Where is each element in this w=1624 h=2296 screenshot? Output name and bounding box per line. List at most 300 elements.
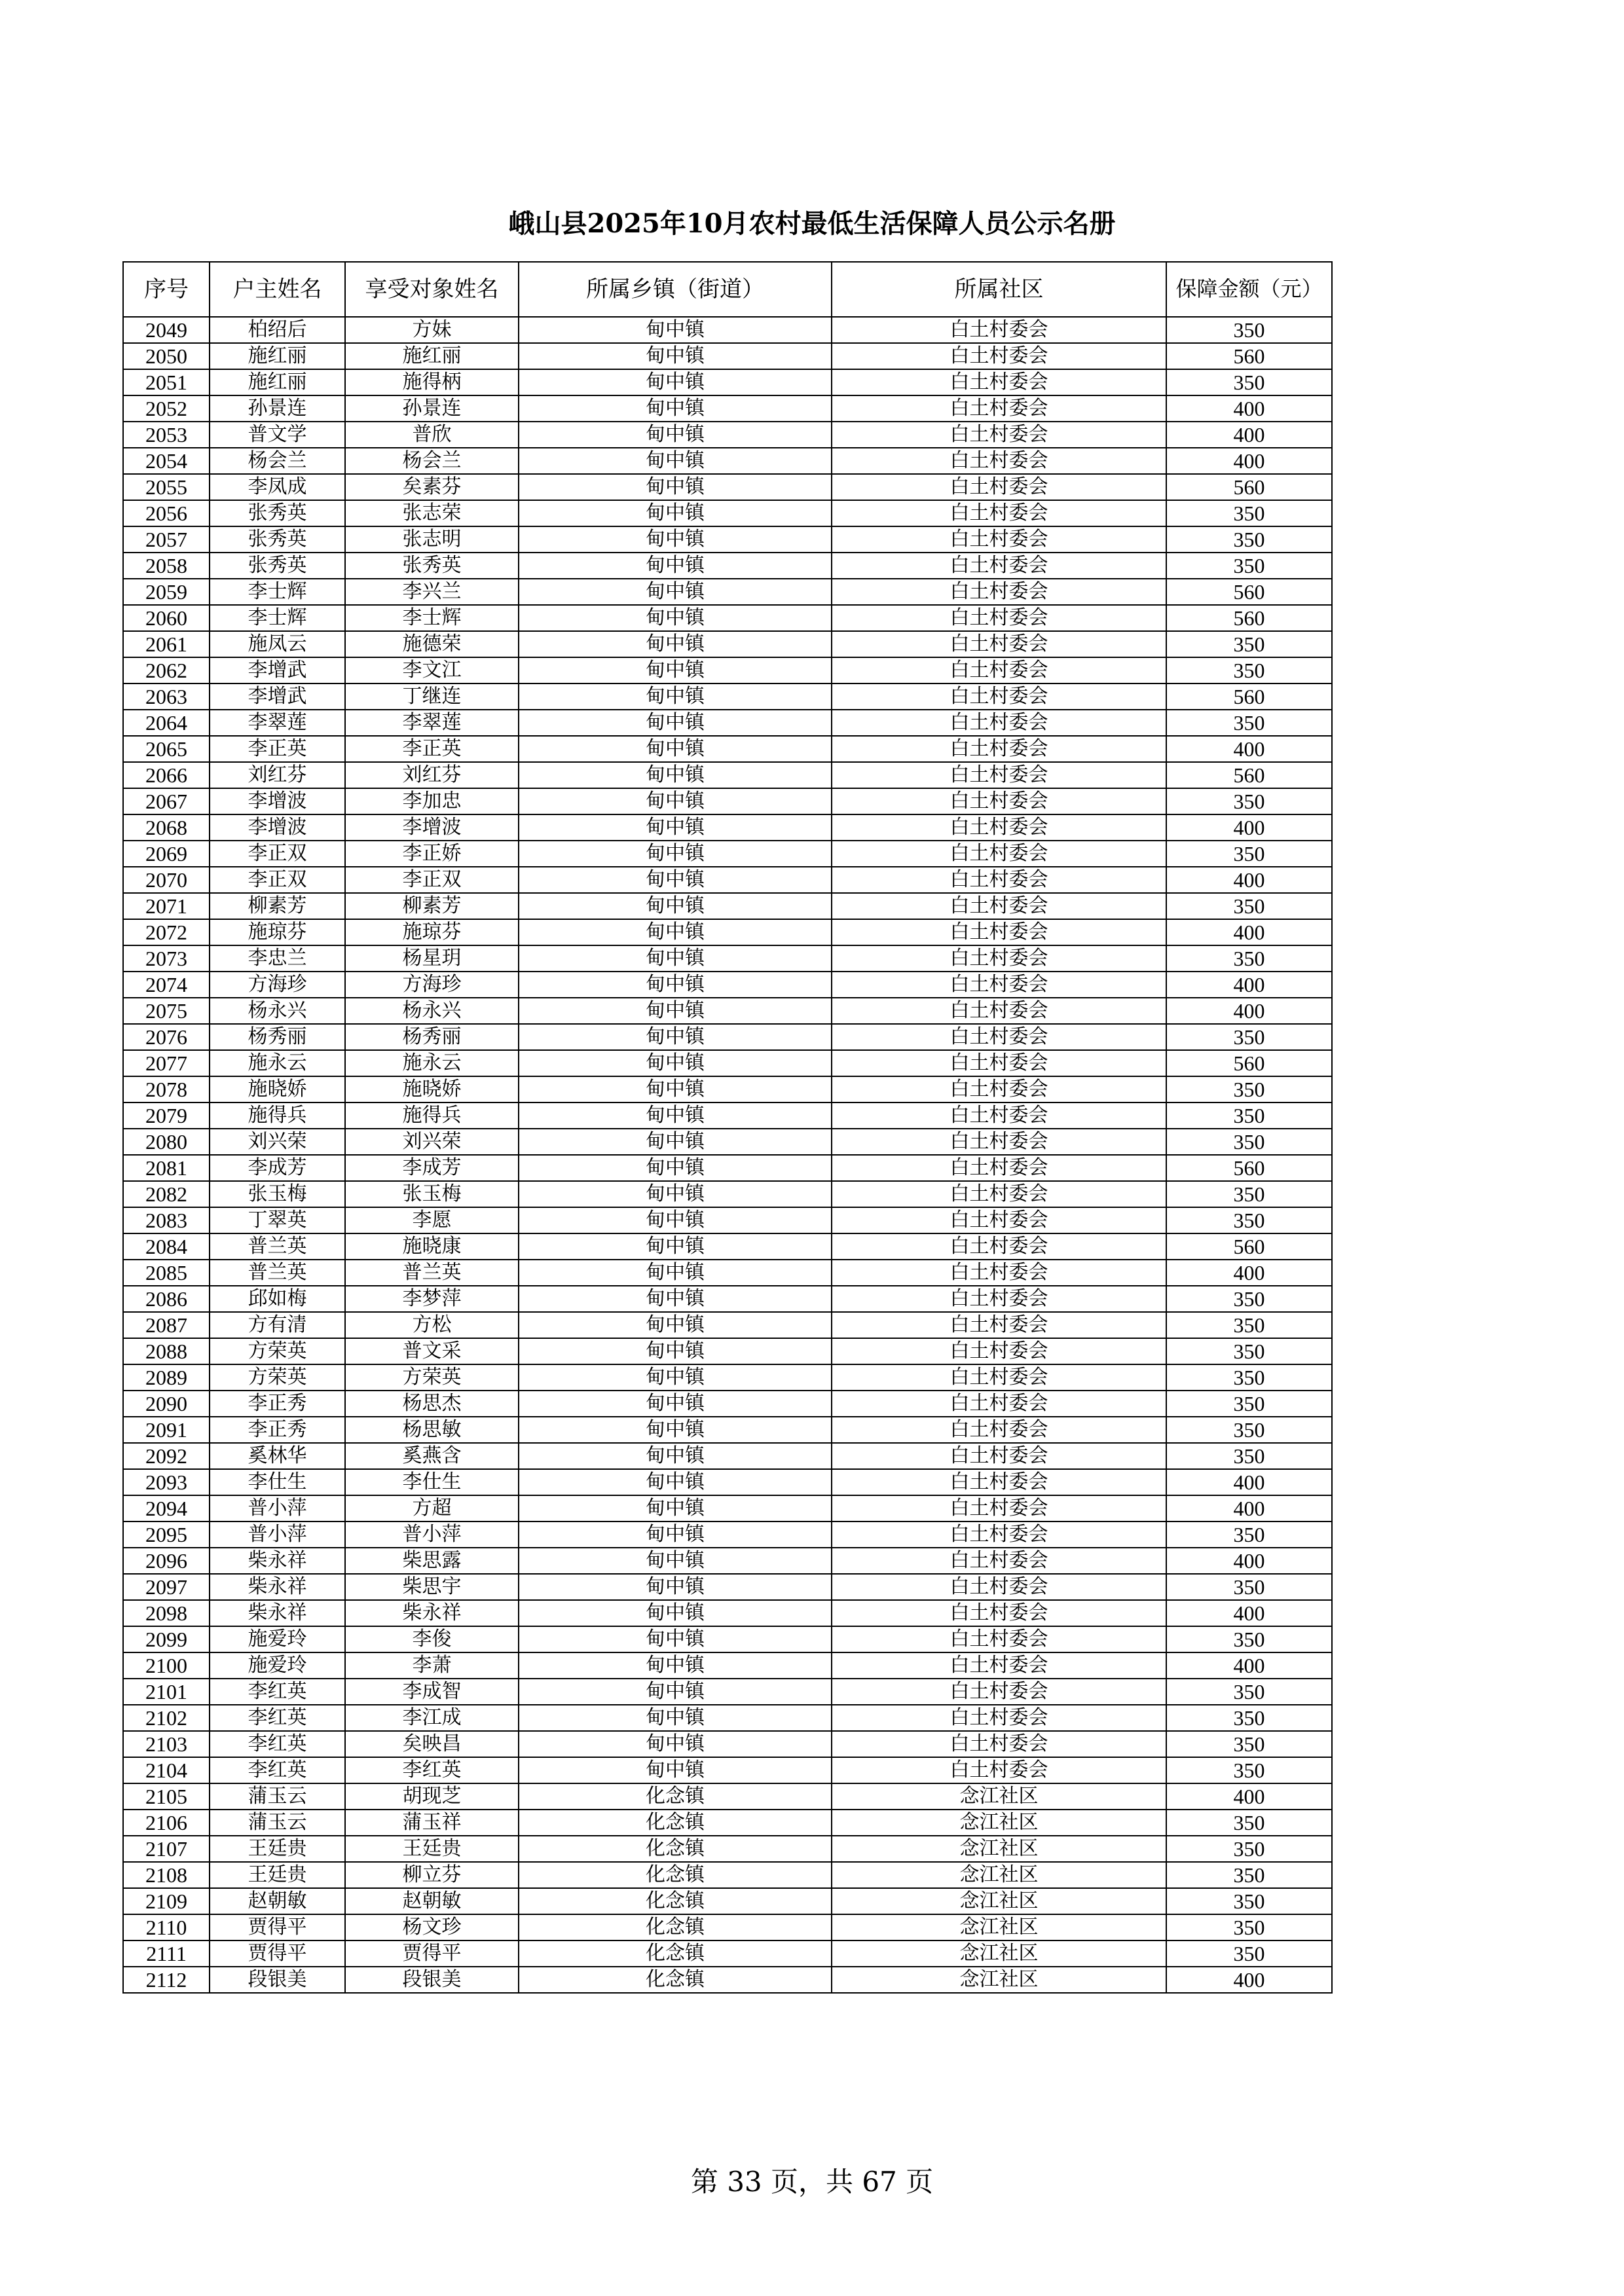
community-cell: 白土村委会: [832, 474, 1166, 500]
community-cell: 白土村委会: [832, 1286, 1166, 1312]
beneficiary-cell: 柴思宇: [345, 1574, 519, 1600]
amount-cell: 400: [1166, 1652, 1332, 1679]
table-row: [123, 1364, 1332, 1391]
beneficiary-roster-table: [122, 261, 1333, 1994]
beneficiary-cell: 胡现芝: [345, 1783, 519, 1810]
serial-cell: 2078: [123, 1076, 210, 1102]
beneficiary-cell: 李翠莲: [345, 710, 519, 736]
household-head-cell: 柳素芳: [210, 893, 345, 919]
township-cell: 甸中镇: [519, 1757, 832, 1783]
community-cell: 白土村委会: [832, 1495, 1166, 1522]
township-cell: 甸中镇: [519, 1495, 832, 1522]
beneficiary-cell: 李士辉: [345, 605, 519, 631]
household-head-cell: 丁翠英: [210, 1207, 345, 1233]
township-cell: 甸中镇: [519, 1129, 832, 1155]
serial-cell: 2056: [123, 500, 210, 526]
table-row: [123, 1914, 1332, 1941]
beneficiary-cell: 刘兴荣: [345, 1129, 519, 1155]
community-cell: 白土村委会: [832, 1443, 1166, 1469]
serial-cell: 2095: [123, 1522, 210, 1548]
table-row: [123, 526, 1332, 553]
table-row: [123, 1783, 1332, 1810]
community-cell: 念江社区: [832, 1836, 1166, 1862]
beneficiary-cell: 奚燕含: [345, 1443, 519, 1469]
household-head-cell: 杨秀丽: [210, 1024, 345, 1050]
table-row: [123, 1731, 1332, 1757]
table-row: [123, 919, 1332, 945]
amount-cell: 400: [1166, 919, 1332, 945]
amount-cell: 350: [1166, 526, 1332, 553]
amount-cell: 350: [1166, 1024, 1332, 1050]
serial-cell: 2076: [123, 1024, 210, 1050]
amount-cell: 400: [1166, 422, 1332, 448]
header-serial: 序号: [123, 262, 210, 317]
beneficiary-cell: 李成智: [345, 1679, 519, 1705]
amount-cell: 400: [1166, 736, 1332, 762]
community-cell: 白土村委会: [832, 1338, 1166, 1364]
amount-cell: 560: [1166, 1155, 1332, 1181]
table-row: [123, 1469, 1332, 1495]
township-cell: 甸中镇: [519, 1102, 832, 1129]
household-head-cell: 方荣英: [210, 1364, 345, 1391]
header-amount: 保障金额（元）: [1166, 262, 1332, 317]
community-cell: 白土村委会: [832, 553, 1166, 579]
serial-cell: 2112: [123, 1967, 210, 1993]
amount-cell: 350: [1166, 1391, 1332, 1417]
beneficiary-cell: 施永云: [345, 1050, 519, 1076]
serial-cell: 2104: [123, 1757, 210, 1783]
township-cell: 甸中镇: [519, 1181, 832, 1207]
table-row: [123, 1810, 1332, 1836]
household-head-cell: 贾得平: [210, 1941, 345, 1967]
household-head-cell: 柴永祥: [210, 1574, 345, 1600]
serial-cell: 2088: [123, 1338, 210, 1364]
table-row: [123, 867, 1332, 893]
serial-cell: 2099: [123, 1626, 210, 1652]
table-row: [123, 762, 1332, 788]
beneficiary-cell: 方松: [345, 1312, 519, 1338]
beneficiary-cell: 杨永兴: [345, 998, 519, 1024]
household-head-cell: 奚林华: [210, 1443, 345, 1469]
community-cell: 念江社区: [832, 1914, 1166, 1941]
beneficiary-cell: 赵朝敏: [345, 1888, 519, 1914]
serial-cell: 2097: [123, 1574, 210, 1600]
table-row: [123, 1941, 1332, 1967]
community-cell: 念江社区: [832, 1810, 1166, 1836]
amount-cell: 350: [1166, 1522, 1332, 1548]
serial-cell: 2100: [123, 1652, 210, 1679]
community-cell: 白土村委会: [832, 1600, 1166, 1626]
serial-cell: 2064: [123, 710, 210, 736]
township-cell: 甸中镇: [519, 1469, 832, 1495]
serial-cell: 2091: [123, 1417, 210, 1443]
serial-cell: 2055: [123, 474, 210, 500]
household-head-cell: 李成芳: [210, 1155, 345, 1181]
table-row: [123, 1338, 1332, 1364]
table-row: [123, 1679, 1332, 1705]
serial-cell: 2061: [123, 631, 210, 657]
township-cell: 甸中镇: [519, 1024, 832, 1050]
beneficiary-cell: 方荣英: [345, 1364, 519, 1391]
serial-cell: 2053: [123, 422, 210, 448]
household-head-cell: 施晓娇: [210, 1076, 345, 1102]
household-head-cell: 李忠兰: [210, 945, 345, 972]
serial-cell: 2052: [123, 395, 210, 422]
community-cell: 白土村委会: [832, 998, 1166, 1024]
beneficiary-cell: 段银美: [345, 1967, 519, 1993]
table-row: [123, 1626, 1332, 1652]
household-head-cell: 李正双: [210, 867, 345, 893]
township-cell: 甸中镇: [519, 1391, 832, 1417]
township-cell: 甸中镇: [519, 1626, 832, 1652]
serial-cell: 2072: [123, 919, 210, 945]
serial-cell: 2107: [123, 1836, 210, 1862]
serial-cell: 2085: [123, 1260, 210, 1286]
serial-cell: 2079: [123, 1102, 210, 1129]
household-head-cell: 孙景连: [210, 395, 345, 422]
beneficiary-cell: 施德荣: [345, 631, 519, 657]
household-head-cell: 王廷贵: [210, 1836, 345, 1862]
amount-cell: 350: [1166, 1705, 1332, 1731]
table-row: [123, 1181, 1332, 1207]
beneficiary-cell: 普文采: [345, 1338, 519, 1364]
household-head-cell: 李正秀: [210, 1417, 345, 1443]
township-cell: 甸中镇: [519, 1076, 832, 1102]
household-head-cell: 施琼芬: [210, 919, 345, 945]
table-row: [123, 1548, 1332, 1574]
amount-cell: 350: [1166, 1102, 1332, 1129]
community-cell: 白土村委会: [832, 683, 1166, 710]
beneficiary-cell: 施红丽: [345, 343, 519, 369]
serial-cell: 2060: [123, 605, 210, 631]
table-row: [123, 1862, 1332, 1888]
community-cell: 白土村委会: [832, 1181, 1166, 1207]
table-row: [123, 1574, 1332, 1600]
community-cell: 白土村委会: [832, 500, 1166, 526]
amount-cell: 350: [1166, 1312, 1332, 1338]
township-cell: 甸中镇: [519, 1050, 832, 1076]
household-head-cell: 施爱玲: [210, 1626, 345, 1652]
community-cell: 白土村委会: [832, 317, 1166, 343]
table-row: [123, 1312, 1332, 1338]
amount-cell: 350: [1166, 1417, 1332, 1443]
township-cell: 甸中镇: [519, 893, 832, 919]
amount-cell: 350: [1166, 1207, 1332, 1233]
household-head-cell: 李凤成: [210, 474, 345, 500]
beneficiary-cell: 刘红芬: [345, 762, 519, 788]
household-head-cell: 杨永兴: [210, 998, 345, 1024]
amount-cell: 400: [1166, 1783, 1332, 1810]
beneficiary-cell: 杨思敏: [345, 1417, 519, 1443]
community-cell: 白土村委会: [832, 1574, 1166, 1600]
amount-cell: 350: [1166, 1914, 1332, 1941]
township-cell: 甸中镇: [519, 1574, 832, 1600]
township-cell: 甸中镇: [519, 919, 832, 945]
household-head-cell: 方荣英: [210, 1338, 345, 1364]
township-cell: 化念镇: [519, 1810, 832, 1836]
household-head-cell: 李士辉: [210, 605, 345, 631]
beneficiary-cell: 施晓娇: [345, 1076, 519, 1102]
table-body: [123, 317, 1332, 1993]
community-cell: 白土村委会: [832, 1076, 1166, 1102]
header-beneficiary: 享受对象姓名: [345, 262, 519, 317]
community-cell: 白土村委会: [832, 1469, 1166, 1495]
serial-cell: 2111: [123, 1941, 210, 1967]
community-cell: 白土村委会: [832, 526, 1166, 553]
township-cell: 甸中镇: [519, 474, 832, 500]
table-row: [123, 657, 1332, 683]
household-head-cell: 刘兴荣: [210, 1129, 345, 1155]
community-cell: 白土村委会: [832, 579, 1166, 605]
amount-cell: 350: [1166, 1286, 1332, 1312]
beneficiary-cell: 李愿: [345, 1207, 519, 1233]
serial-cell: 2068: [123, 814, 210, 841]
household-head-cell: 普小萍: [210, 1495, 345, 1522]
serial-cell: 2074: [123, 972, 210, 998]
beneficiary-cell: 李增波: [345, 814, 519, 841]
amount-cell: 560: [1166, 579, 1332, 605]
beneficiary-cell: 李红英: [345, 1757, 519, 1783]
serial-cell: 2096: [123, 1548, 210, 1574]
serial-cell: 2089: [123, 1364, 210, 1391]
household-head-cell: 张秀英: [210, 553, 345, 579]
township-cell: 甸中镇: [519, 1679, 832, 1705]
community-cell: 白土村委会: [832, 1364, 1166, 1391]
township-cell: 甸中镇: [519, 1705, 832, 1731]
amount-cell: 400: [1166, 395, 1332, 422]
amount-cell: 350: [1166, 1836, 1332, 1862]
serial-cell: 2077: [123, 1050, 210, 1076]
household-head-cell: 施爱玲: [210, 1652, 345, 1679]
beneficiary-cell: 方妹: [345, 317, 519, 343]
beneficiary-cell: 矣素芬: [345, 474, 519, 500]
community-cell: 白土村委会: [832, 422, 1166, 448]
beneficiary-cell: 李江成: [345, 1705, 519, 1731]
table-row: [123, 1836, 1332, 1862]
township-cell: 甸中镇: [519, 1548, 832, 1574]
household-head-cell: 蒲玉云: [210, 1783, 345, 1810]
beneficiary-cell: 李正双: [345, 867, 519, 893]
community-cell: 白土村委会: [832, 919, 1166, 945]
serial-cell: 2050: [123, 343, 210, 369]
amount-cell: 350: [1166, 1443, 1332, 1469]
table-row: [123, 605, 1332, 631]
table-row: [123, 1233, 1332, 1260]
beneficiary-cell: 矣映昌: [345, 1731, 519, 1757]
serial-cell: 2051: [123, 369, 210, 395]
amount-cell: 400: [1166, 1967, 1332, 1993]
community-cell: 念江社区: [832, 1941, 1166, 1967]
table-row: [123, 1391, 1332, 1417]
serial-cell: 2067: [123, 788, 210, 814]
amount-cell: 400: [1166, 448, 1332, 474]
community-cell: 白土村委会: [832, 814, 1166, 841]
table-row: [123, 1286, 1332, 1312]
township-cell: 甸中镇: [519, 1443, 832, 1469]
beneficiary-cell: 李加忠: [345, 788, 519, 814]
serial-cell: 2087: [123, 1312, 210, 1338]
amount-cell: 350: [1166, 657, 1332, 683]
household-head-cell: 李正双: [210, 841, 345, 867]
township-cell: 化念镇: [519, 1941, 832, 1967]
township-cell: 甸中镇: [519, 1417, 832, 1443]
amount-cell: 350: [1166, 1574, 1332, 1600]
community-cell: 白土村委会: [832, 1233, 1166, 1260]
serial-cell: 2098: [123, 1600, 210, 1626]
community-cell: 白土村委会: [832, 710, 1166, 736]
beneficiary-cell: 普小萍: [345, 1522, 519, 1548]
amount-cell: 350: [1166, 500, 1332, 526]
community-cell: 白土村委会: [832, 395, 1166, 422]
community-cell: 念江社区: [832, 1967, 1166, 1993]
amount-cell: 560: [1166, 343, 1332, 369]
amount-cell: 350: [1166, 1181, 1332, 1207]
table-row: [123, 631, 1332, 657]
serial-cell: 2102: [123, 1705, 210, 1731]
community-cell: 念江社区: [832, 1862, 1166, 1888]
household-head-cell: 李红英: [210, 1731, 345, 1757]
community-cell: 白土村委会: [832, 1102, 1166, 1129]
beneficiary-cell: 孙景连: [345, 395, 519, 422]
amount-cell: 350: [1166, 553, 1332, 579]
serial-cell: 2105: [123, 1783, 210, 1810]
table-row: [123, 972, 1332, 998]
table-row: [123, 1207, 1332, 1233]
household-head-cell: 李士辉: [210, 579, 345, 605]
township-cell: 甸中镇: [519, 369, 832, 395]
household-head-cell: 段银美: [210, 1967, 345, 1993]
community-cell: 白土村委会: [832, 736, 1166, 762]
serial-cell: 2084: [123, 1233, 210, 1260]
household-head-cell: 刘红芬: [210, 762, 345, 788]
household-head-cell: 柴永祥: [210, 1548, 345, 1574]
township-cell: 甸中镇: [519, 343, 832, 369]
serial-cell: 2093: [123, 1469, 210, 1495]
amount-cell: 400: [1166, 972, 1332, 998]
amount-cell: 400: [1166, 1469, 1332, 1495]
township-cell: 甸中镇: [519, 1233, 832, 1260]
community-cell: 白土村委会: [832, 1731, 1166, 1757]
community-cell: 白土村委会: [832, 1522, 1166, 1548]
serial-cell: 2070: [123, 867, 210, 893]
township-cell: 化念镇: [519, 1836, 832, 1862]
community-cell: 白土村委会: [832, 1679, 1166, 1705]
table-row: [123, 1705, 1332, 1731]
township-cell: 甸中镇: [519, 1286, 832, 1312]
household-head-cell: 邱如梅: [210, 1286, 345, 1312]
amount-cell: 560: [1166, 1050, 1332, 1076]
serial-cell: 2109: [123, 1888, 210, 1914]
community-cell: 白土村委会: [832, 1705, 1166, 1731]
table-row: [123, 710, 1332, 736]
township-cell: 甸中镇: [519, 1338, 832, 1364]
serial-cell: 2103: [123, 1731, 210, 1757]
beneficiary-cell: 李正娇: [345, 841, 519, 867]
township-cell: 甸中镇: [519, 710, 832, 736]
household-head-cell: 蒲玉云: [210, 1810, 345, 1836]
township-cell: 甸中镇: [519, 762, 832, 788]
community-cell: 白土村委会: [832, 657, 1166, 683]
table-row: [123, 553, 1332, 579]
amount-cell: 350: [1166, 369, 1332, 395]
table-row: [123, 1522, 1332, 1548]
header-township: 所属乡镇（街道）: [519, 262, 832, 317]
community-cell: 白土村委会: [832, 1155, 1166, 1181]
serial-cell: 2082: [123, 1181, 210, 1207]
township-cell: 甸中镇: [519, 1312, 832, 1338]
household-head-cell: 柏绍后: [210, 317, 345, 343]
township-cell: 化念镇: [519, 1783, 832, 1810]
document-title: 峨山县2025年10月农村最低生活保障人员公示名册: [508, 208, 1116, 239]
township-cell: 甸中镇: [519, 736, 832, 762]
household-head-cell: 李增武: [210, 657, 345, 683]
beneficiary-cell: 张志明: [345, 526, 519, 553]
household-head-cell: 方海珍: [210, 972, 345, 998]
amount-cell: 400: [1166, 1600, 1332, 1626]
amount-cell: 400: [1166, 867, 1332, 893]
serial-cell: 2065: [123, 736, 210, 762]
serial-cell: 2063: [123, 683, 210, 710]
beneficiary-cell: 杨思杰: [345, 1391, 519, 1417]
beneficiary-cell: 李萧: [345, 1652, 519, 1679]
household-head-cell: 普文学: [210, 422, 345, 448]
beneficiary-cell: 王廷贵: [345, 1836, 519, 1862]
household-head-cell: 施得兵: [210, 1102, 345, 1129]
beneficiary-cell: 柳素芳: [345, 893, 519, 919]
township-cell: 甸中镇: [519, 1652, 832, 1679]
beneficiary-cell: 柴思露: [345, 1548, 519, 1574]
serial-cell: 2090: [123, 1391, 210, 1417]
community-cell: 白土村委会: [832, 1260, 1166, 1286]
table-row: [123, 841, 1332, 867]
amount-cell: 400: [1166, 1548, 1332, 1574]
township-cell: 甸中镇: [519, 1731, 832, 1757]
beneficiary-cell: 李成芳: [345, 1155, 519, 1181]
beneficiary-cell: 张玉梅: [345, 1181, 519, 1207]
amount-cell: 350: [1166, 317, 1332, 343]
township-cell: 甸中镇: [519, 448, 832, 474]
beneficiary-cell: 李文江: [345, 657, 519, 683]
household-head-cell: 贾得平: [210, 1914, 345, 1941]
amount-cell: 350: [1166, 1757, 1332, 1783]
township-cell: 甸中镇: [519, 972, 832, 998]
beneficiary-cell: 方超: [345, 1495, 519, 1522]
household-head-cell: 施永云: [210, 1050, 345, 1076]
household-head-cell: 普小萍: [210, 1522, 345, 1548]
amount-cell: 400: [1166, 1495, 1332, 1522]
community-cell: 白土村委会: [832, 343, 1166, 369]
township-cell: 甸中镇: [519, 867, 832, 893]
community-cell: 白土村委会: [832, 631, 1166, 657]
serial-cell: 2069: [123, 841, 210, 867]
township-cell: 甸中镇: [519, 657, 832, 683]
table-row: [123, 1757, 1332, 1783]
township-cell: 甸中镇: [519, 500, 832, 526]
household-head-cell: 李正秀: [210, 1391, 345, 1417]
community-cell: 白土村委会: [832, 1024, 1166, 1050]
household-head-cell: 张玉梅: [210, 1181, 345, 1207]
township-cell: 甸中镇: [519, 1155, 832, 1181]
township-cell: 甸中镇: [519, 1260, 832, 1286]
amount-cell: 350: [1166, 1076, 1332, 1102]
beneficiary-cell: 李正英: [345, 736, 519, 762]
beneficiary-cell: 蒲玉祥: [345, 1810, 519, 1836]
table-row: [123, 343, 1332, 369]
household-head-cell: 李正英: [210, 736, 345, 762]
amount-cell: 560: [1166, 1233, 1332, 1260]
amount-cell: 350: [1166, 710, 1332, 736]
household-head-cell: 普兰英: [210, 1233, 345, 1260]
